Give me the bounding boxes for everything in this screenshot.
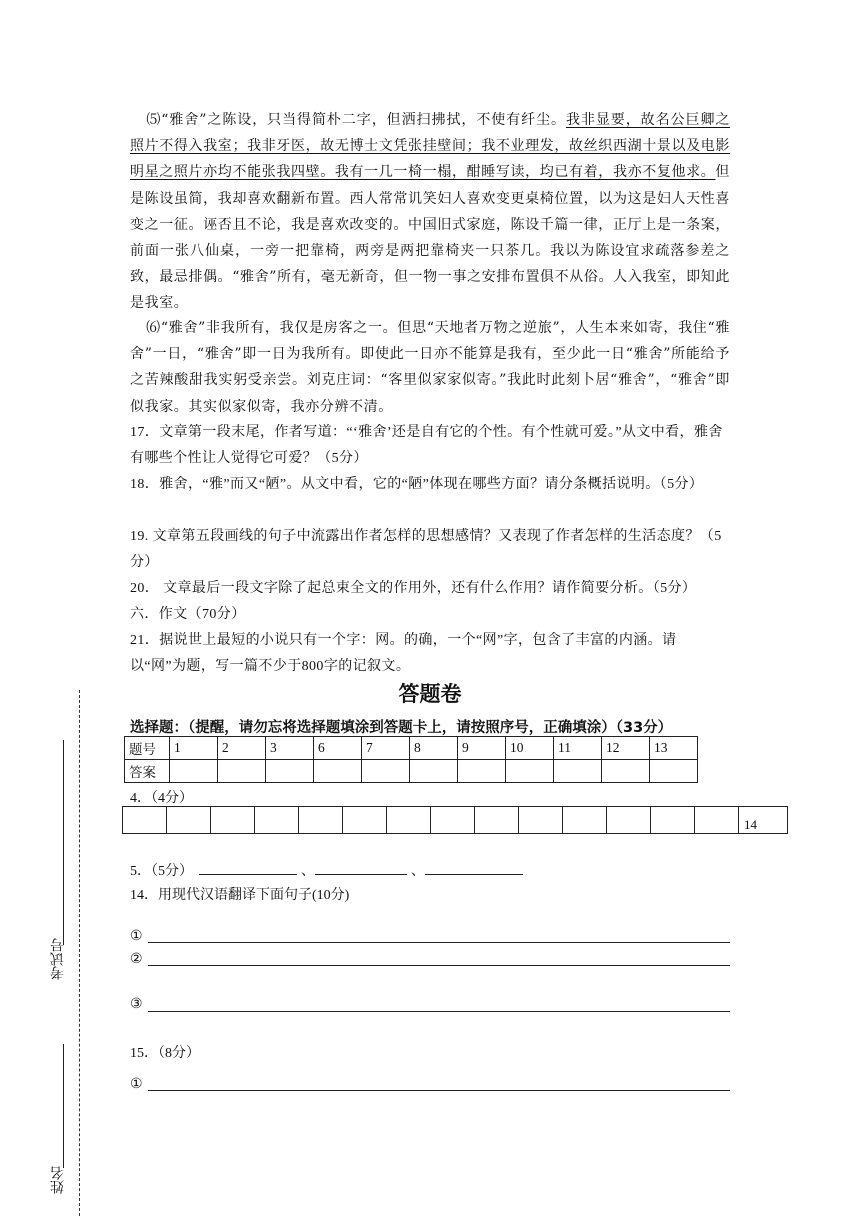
name-label: 姓名 <box>50 1166 66 1194</box>
answer-cell[interactable] <box>506 760 554 783</box>
grid-cell[interactable] <box>651 807 695 834</box>
answer-cell[interactable] <box>266 760 314 783</box>
separator: 、 <box>411 864 425 879</box>
paragraph-text: 但是陈设虽简，我却喜欢翻新布置。西人常常讥笑妇人喜欢变更桌椅位置，以为这是妇人天性喜变之一征。诬否且不论，我是喜欢改变的。中国旧式家庭，陈设千篇一律，正厅上是一条案，前面一张八仙桌，一旁一把靠椅，两旁是两把靠椅夹一只茶几。我以为陈设宜求疏落参差之致，最忌排偶。“雅舍”所有，毫无新奇，但一物一事之安排布置俱不从俗。人入我室，即知此是我室。 <box>130 164 730 312</box>
answer-cell[interactable] <box>314 760 362 783</box>
question-number-cell: 13 <box>650 737 698 760</box>
separator: 、 <box>301 864 315 879</box>
name-line[interactable] <box>63 1044 64 1168</box>
answer-line[interactable] <box>148 1011 730 1012</box>
selection-instructions: 选择题：（提醒，请勿忘将选择题填涂到答题卡上，请按照序号，正确填涂）（33分） <box>130 720 673 736</box>
answer-cell[interactable] <box>410 760 458 783</box>
underlined-sentences: 我非显要，故名公巨卿之照片不得入我室；我非牙医，故无博士文凭张挂壁间；我不业理发，故丝织西湖十景以及电影明星之照片亦均不能张我四壁。我有一几一椅一榻，酣睡写读，均已有着，我亦不复他求。 <box>130 112 730 181</box>
item-marker-15-1: ① <box>130 1076 143 1092</box>
answer-cell[interactable] <box>458 760 506 783</box>
question-number-cell: 3 <box>266 737 314 760</box>
answer-line[interactable] <box>148 965 730 966</box>
exam-number-line[interactable] <box>63 740 64 945</box>
answer-cell[interactable] <box>362 760 410 783</box>
grid-cell[interactable] <box>475 807 519 834</box>
binding-dashed-line <box>79 690 80 1216</box>
grid-cell[interactable] <box>299 807 343 834</box>
grid-cell[interactable] <box>607 807 651 834</box>
grid-cell[interactable] <box>563 807 607 834</box>
paragraph-text: “雅舍”非我所有，我仅是房客之一。但思“天地者万物之逆旅”，人生本来如寄，我住“雅舍”一日，“雅舍”即一日为我所有。即使此一日亦不能算是我有，至少此一日“雅舍”所能给予之苦辣酸甜我实躬受亲尝。刘克庄词：“客里似家家似寄。”我此时此刻卜居“雅舍”，“雅舍”即似我家。其实似家似寄，我亦分辨不清。 <box>130 320 730 415</box>
article-paragraph-5 <box>130 107 730 317</box>
question-5-row <box>130 860 523 880</box>
answer-cell[interactable] <box>650 760 698 783</box>
grid-cell[interactable] <box>255 807 299 834</box>
answer-cell[interactable] <box>602 760 650 783</box>
paragraph-number: ⑹ <box>146 320 161 336</box>
grid-cell[interactable] <box>343 807 387 834</box>
answer-cell[interactable] <box>218 760 266 783</box>
item-marker-1: ① <box>130 928 143 944</box>
question-number-cell: 8 <box>410 737 458 760</box>
question-19: 19. 文章第五段画线的句子中流露出作者怎样的思想感情？又表现了作者怎样的生活态度？（5分） <box>130 529 722 570</box>
choice-answer-table <box>124 736 698 783</box>
question-number-cell: 9 <box>458 737 506 760</box>
grid-cell[interactable] <box>695 807 739 834</box>
table-row-numbers <box>125 737 698 760</box>
table-row-answers <box>125 760 698 783</box>
article-paragraph-6 <box>130 315 730 420</box>
answer-cell[interactable] <box>170 760 218 783</box>
answer-sheet-title: 答题卷 <box>398 682 462 706</box>
question-number-cell: 10 <box>506 737 554 760</box>
question-14-label: 14．用现代汉语翻译下面句子(10分) <box>130 888 350 903</box>
exam-number-label: 考试号 <box>50 938 66 980</box>
answer-line[interactable] <box>148 1090 730 1091</box>
grid-cell[interactable] <box>211 807 255 834</box>
item-marker-3: ③ <box>130 996 143 1012</box>
section-6-heading: 六．作文（70分） <box>130 607 246 622</box>
row-header-answer: 答案 <box>125 760 170 783</box>
grid-cell[interactable] <box>519 807 563 834</box>
table-row <box>123 807 788 834</box>
question-number-cell: 7 <box>362 737 410 760</box>
grid-cell[interactable] <box>123 807 167 834</box>
question-20: 20． 文章最后一段文字除了起总束全文的作用外，还有什么作用？请作简要分析。（5分） <box>130 581 697 596</box>
item-marker-2: ② <box>130 951 143 967</box>
question-number-cell: 12 <box>602 737 650 760</box>
question-18: 18．雅舍，“雅”而又“陋”。从文中看，它的“陋”体现在哪些方面？请分条概括说明。（5分） <box>130 477 704 492</box>
question-number-cell: 1 <box>170 737 218 760</box>
paragraph-text: “雅舍”之陈设，只当得简朴二字，但洒扫拂拭，不使有纤尘。 <box>161 112 566 128</box>
question-17: 17．文章第一段末尾，作者写道：“‘雅舍’还是自有它的个性。有个性就可爱。”从文中看，雅舍有哪些个性让人觉得它可爱？（5分） <box>130 425 723 466</box>
question-number-cell: 6 <box>314 737 362 760</box>
answer-blank[interactable] <box>199 860 297 875</box>
grid-cell[interactable] <box>431 807 475 834</box>
grid-cell[interactable] <box>167 807 211 834</box>
grid-cell[interactable] <box>387 807 431 834</box>
question-number-cell: 11 <box>554 737 602 760</box>
question-4-label: 4．（4分） <box>130 791 193 806</box>
question-21: 21．据说世上最短的小说只有一个字：网。的确，一个“网”字，包含了丰富的内涵。请以“网”为题，写一篇不少于800字的记叙文。 <box>130 633 677 674</box>
question-5-label: 5．（5分） <box>130 864 193 879</box>
question-4-grid <box>122 806 788 834</box>
paragraph-number: ⑸ <box>146 112 162 128</box>
answer-line[interactable] <box>148 942 730 943</box>
answer-blank[interactable] <box>315 860 407 875</box>
question-number-cell: 2 <box>218 737 266 760</box>
answer-blank[interactable] <box>425 860 523 875</box>
grid-cell-last: 14 <box>739 807 788 834</box>
row-header-number: 题号 <box>125 737 170 760</box>
question-15-label: 15．（8分） <box>130 1046 200 1061</box>
answer-cell[interactable] <box>554 760 602 783</box>
